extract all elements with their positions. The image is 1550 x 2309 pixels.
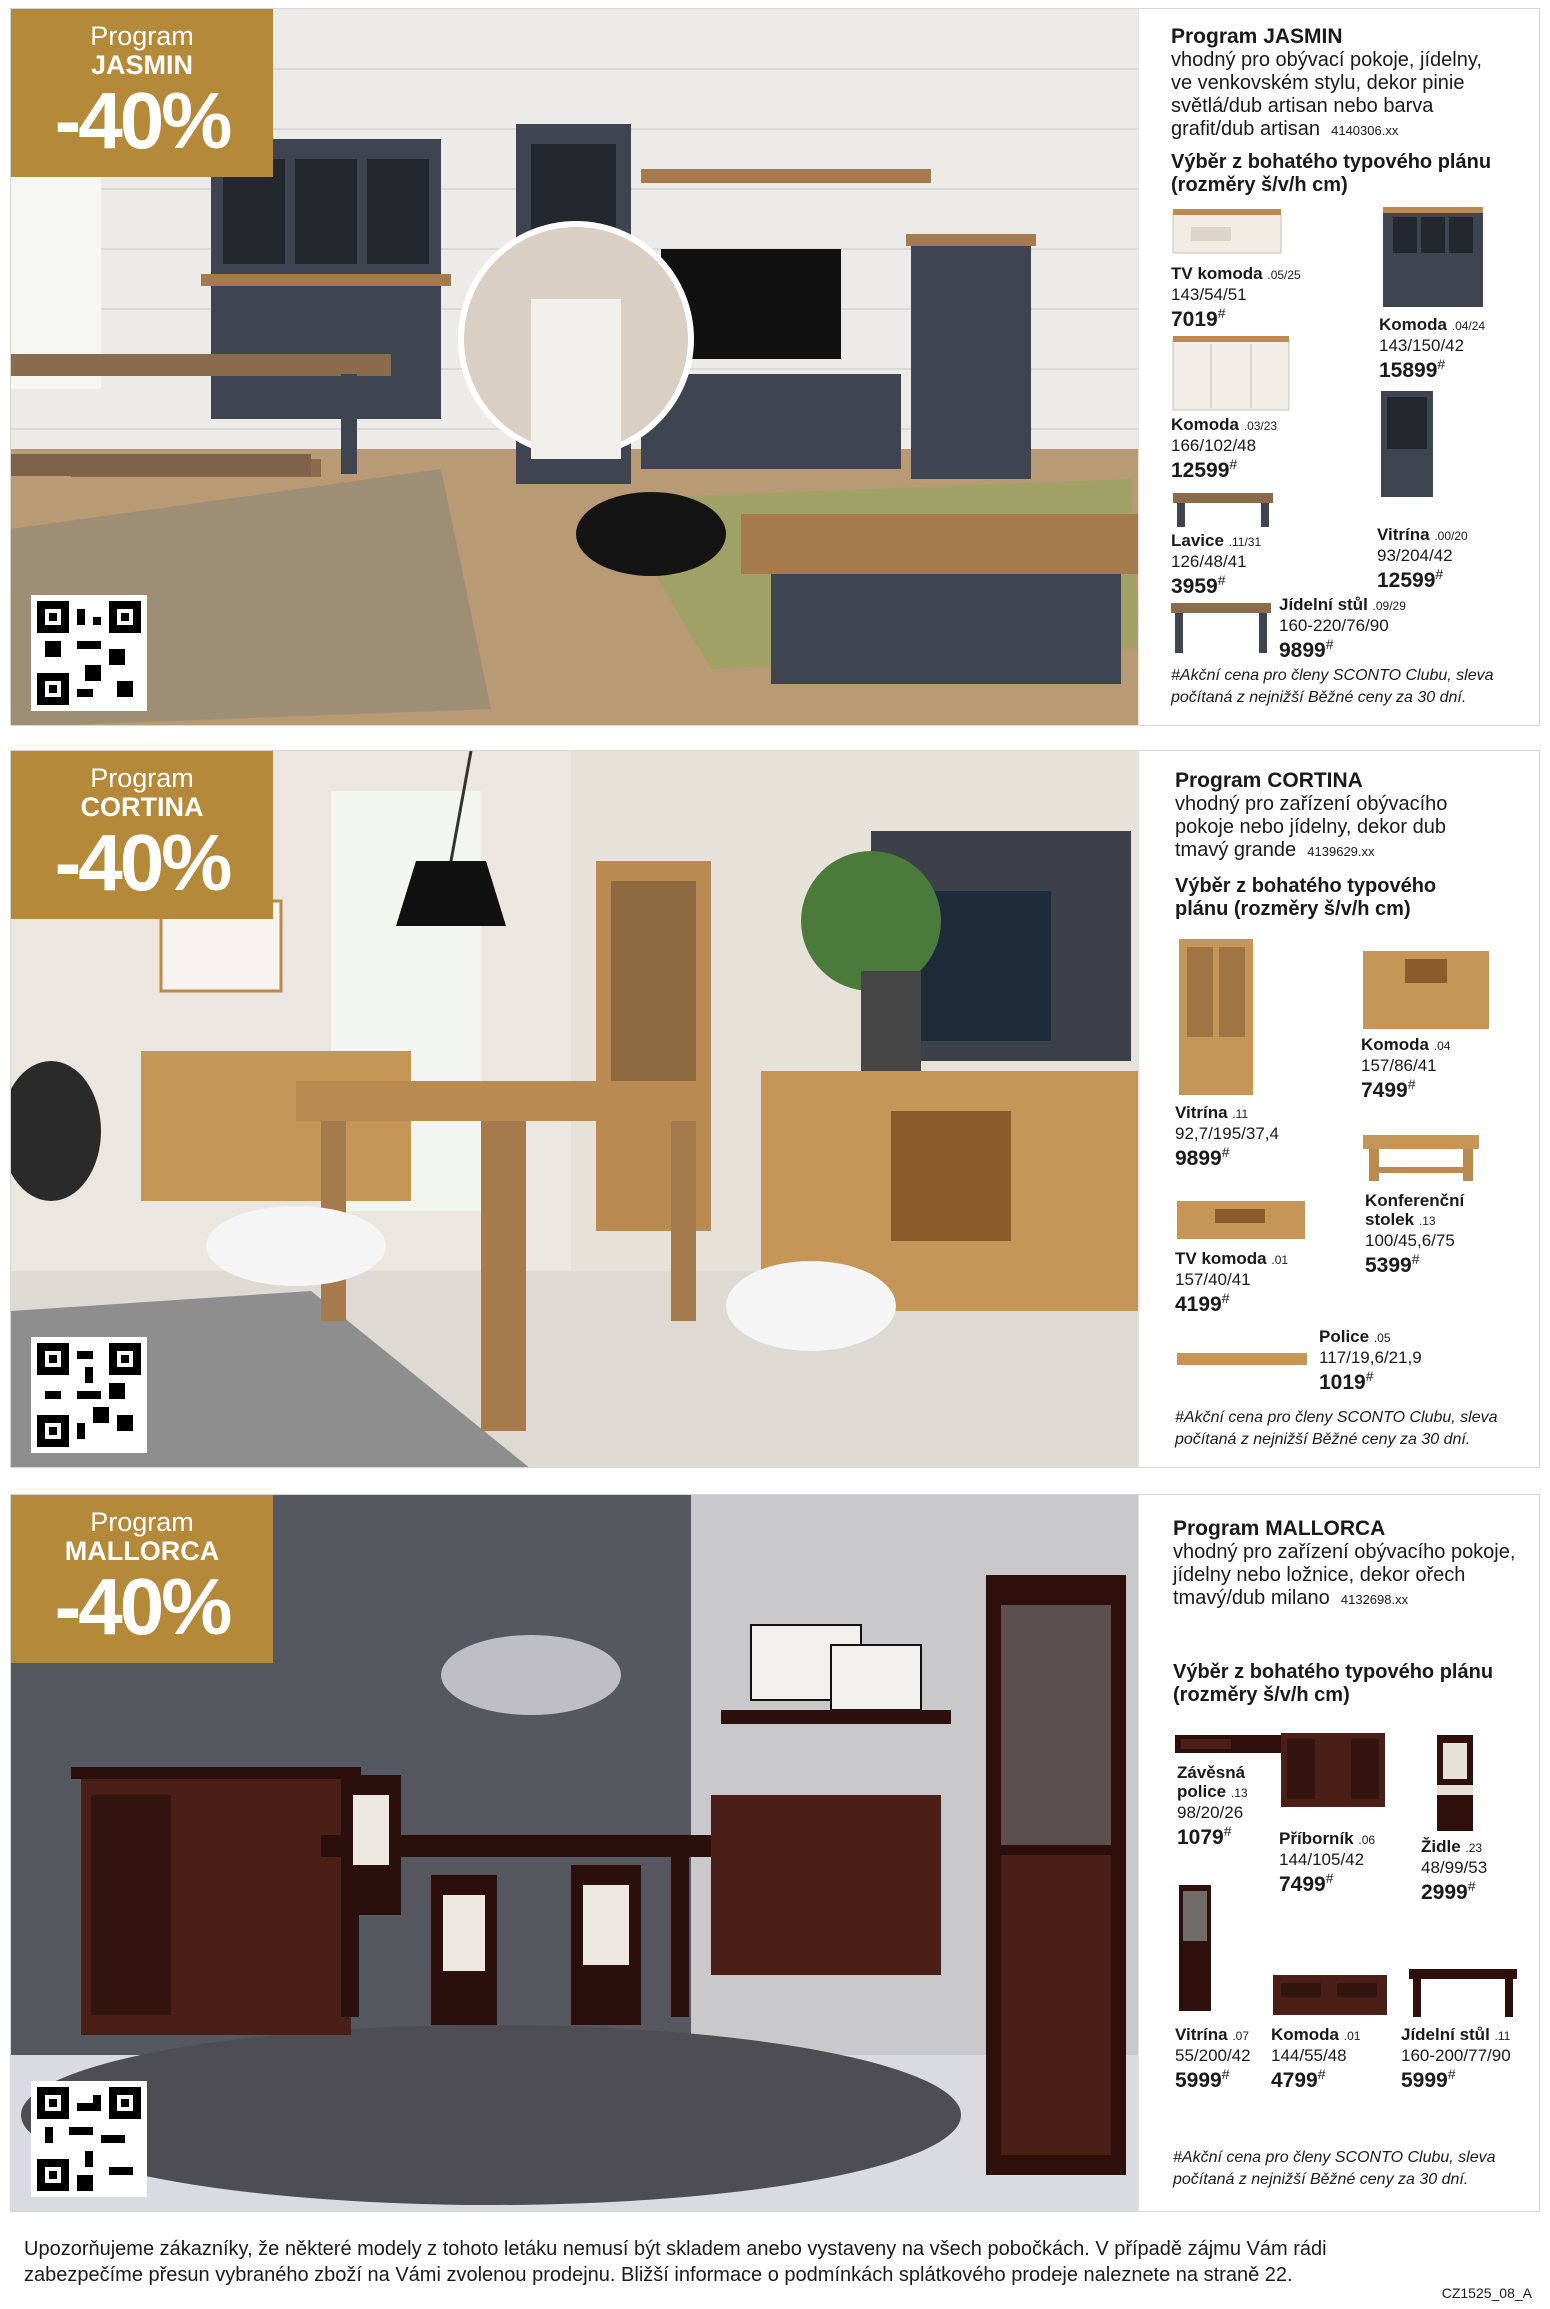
jasmin-info-panel [1138, 9, 1539, 725]
product-code: 4132698.xx [1340, 1592, 1409, 1607]
item-komoda: Komoda .04 157/86/41 7499# [1361, 1035, 1451, 1102]
komoda-image [1271, 1971, 1389, 2019]
item-jidelni-stul: Jídelní stůl .09/29 160-220/76/90 9899# [1279, 595, 1406, 662]
cortina-info-panel [1138, 751, 1539, 1467]
zidle-image [1433, 1733, 1477, 1833]
badge-program-label: Program [90, 1507, 194, 1537]
product-code: 4140306.xx [1331, 123, 1399, 138]
item-komoda-03: Komoda .03/23 166/102/48 12599# [1171, 415, 1278, 482]
badge-discount: -40% [54, 1562, 230, 1651]
item-jidelni-stul: Jídelní stůl .11 160-200/77/90 5999# [1401, 2025, 1511, 2092]
vitrina-image [1175, 937, 1257, 1097]
badge-program-label: Program [90, 763, 194, 793]
komoda-white-image [1171, 334, 1291, 412]
police-image [1175, 1347, 1309, 1371]
badge-discount: -40% [54, 76, 230, 165]
tv-komoda-image [1175, 1197, 1307, 1243]
program-title: Program CORTINA [1175, 769, 1363, 792]
komoda-dark-image [1379, 207, 1487, 311]
club-price-note: #Akční cena pro členy SCONTO Clubu, sleva počítaná z nejnižší Běžné ceny za 30 dní. [1171, 667, 1494, 706]
vitrina-image [1377, 389, 1437, 499]
item-tv-komoda: TV komoda .05/25 143/54/51 7019# [1171, 264, 1301, 331]
jidelni-stul-image [1407, 1965, 1519, 2019]
zavesna-police-image [1173, 1733, 1285, 1755]
cortina-discount-badge [11, 751, 273, 919]
item-police: Police .05 117/19,6/21,9 1019# [1319, 1327, 1422, 1394]
mallorca-info-panel [1138, 1495, 1539, 2211]
item-zidle: Židle .23 48/99/53 2999# [1421, 1837, 1488, 1904]
product-code: 4139629.xx [1307, 844, 1375, 859]
club-price-note: #Akční cena pro členy SCONTO Clubu, sleva počítaná z nejnižší Běžné ceny za 30 dní. [1175, 1409, 1498, 1448]
badge-program-name: JASMIN [90, 50, 193, 80]
item-priborník: Příborník .06 144/105/42 7499# [1279, 1829, 1376, 1896]
item-vitrina: Vitrína .00/20 93/204/42 12599# [1377, 525, 1468, 592]
availability-disclaimer: Upozorňujeme zákazníky, že některé modely z tohoto letáku nemusí být skladem anebo vystaveny na všech pobočkách. V případě zájmu Vám rádi zabezpečíme přesun vybraného zboží na Vámi zvolenou prodejnu. Bližší informace o podmínkách splátkového prodeje naleznete na straně 22. [24, 2238, 1327, 2286]
jasmin-qr-code[interactable] [31, 595, 147, 711]
mallorca-discount-badge [11, 1495, 273, 1663]
page-code: CZ1525_08_A [1441, 2285, 1532, 2301]
program-description: vhodný pro zařízení obývacího pokoje, jídelny nebo ložnice, dekor ořech tmavý/dub milano 4132698.xx [1173, 1541, 1516, 1609]
item-komoda-04: Komoda .04/24 143/150/42 15899# [1379, 315, 1486, 382]
selection-heading: Výběr z bohatého typového plánu (rozměry š/v/h cm) [1173, 1661, 1494, 1706]
item-komoda: Komoda .01 144/55/48 4799# [1271, 2025, 1361, 2092]
item-vitrina: Vitrína .11 92,7/195/37,4 9899# [1175, 1103, 1279, 1170]
komoda-image [1361, 947, 1491, 1031]
mallorca-qr-code[interactable] [31, 2081, 147, 2197]
item-vitrina: Vitrína .07 55/200/42 5999# [1175, 2025, 1251, 2092]
item-konferencni-stolek: Konferenční stolek .13 100/45,6/75 5399# [1365, 1191, 1465, 1277]
item-zavesna-police: Závěsná police .13 98/20/26 1079# [1177, 1763, 1248, 1849]
lavice-image [1171, 489, 1275, 529]
cortina-qr-code[interactable] [31, 1337, 147, 1453]
item-lavice: Lavice .11/31 126/48/41 3959# [1171, 531, 1262, 598]
program-title: Program JASMIN [1171, 25, 1343, 48]
section-cortina [10, 750, 1540, 1468]
badge-program-name: CORTINA [80, 792, 204, 822]
konferencni-stolek-image [1361, 1131, 1481, 1185]
tv-komoda-image [1171, 207, 1283, 261]
program-description: vhodný pro obývací pokoje, jídelny, ve venkovském stylu, dekor pinie světlá/dub artisan nebo barva grafit/dub artisan 4140306.xx [1171, 49, 1482, 140]
priborník-image [1279, 1731, 1387, 1809]
section-jasmin [10, 8, 1540, 726]
section-mallorca [10, 1494, 1540, 2212]
badge-program-name: MALLORCA [64, 1536, 220, 1566]
jasmin-discount-badge [11, 9, 273, 177]
badge-program-label: Program [90, 21, 194, 51]
club-price-note: #Akční cena pro členy SCONTO Clubu, sleva počítaná z nejnižší Běžné ceny za 30 dní. [1173, 2149, 1496, 2188]
vitrina-image [1175, 1883, 1215, 2013]
jidelni-stul-image [1169, 599, 1273, 655]
program-title: Program MALLORCA [1173, 1517, 1386, 1540]
selection-heading: Výběr z bohatého typového plánu (rozměry š/v/h cm) [1175, 875, 1437, 920]
program-description: vhodný pro zařízení obývacího pokoje nebo jídelny, dekor dub tmavý grande 4139629.xx [1175, 793, 1448, 861]
badge-discount: -40% [54, 818, 230, 907]
item-tv-komoda: TV komoda .01 157/40/41 4199# [1175, 1249, 1289, 1316]
selection-heading: Výběr z bohatého typového plánu (rozměry š/v/h cm) [1171, 151, 1492, 196]
